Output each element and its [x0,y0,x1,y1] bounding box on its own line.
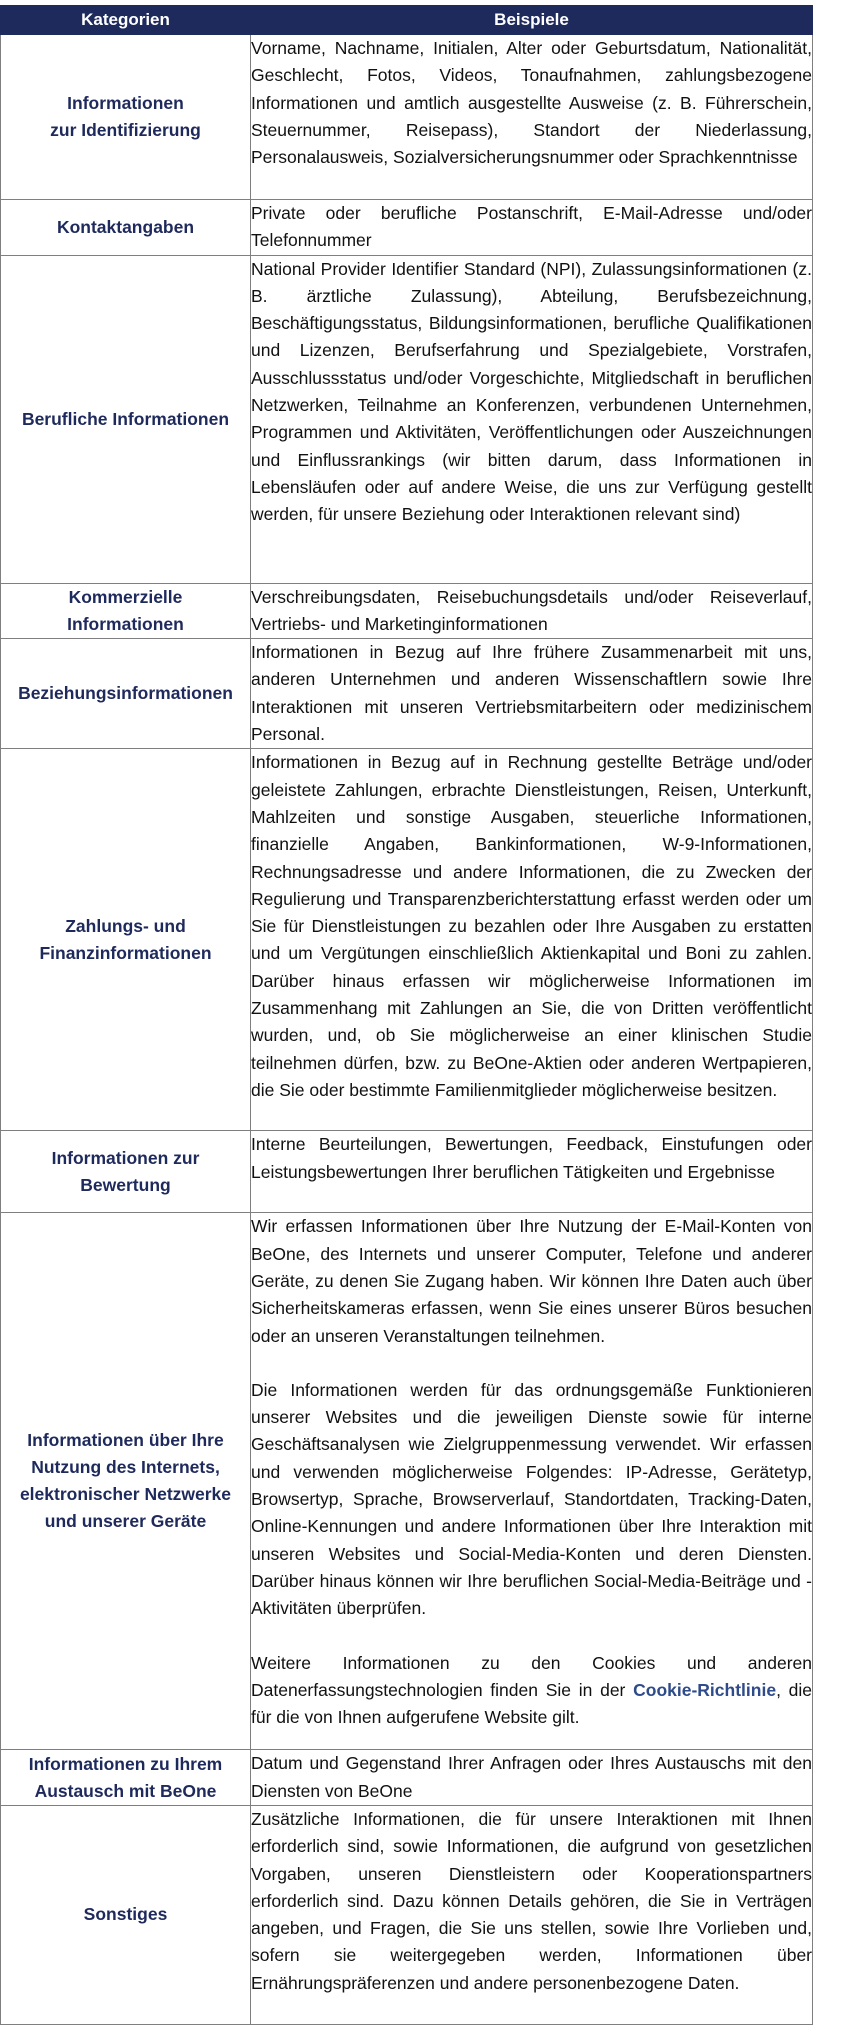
category-cell: Sonstiges [1,1805,251,2024]
table-row [1,749,813,1131]
examples-text-tail: , die für die von Ihnen aufgerufene Website gilt. [251,1679,813,1728]
examples-text: Private oder berufliche Postanschrift, E-Mail-Adresse und/oder Telefonnummer [251,203,812,251]
category-cell: Informationen zur Identifizierung [1,35,251,200]
examples-text: Verschreibungsdaten, Reisebuchungsdetails und/oder Reiseverlauf, Vertriebs- und Marketinginformationen [251,586,812,634]
category-cell: Berufliche Informationen [1,255,251,583]
examples-cell [251,200,813,256]
table-row [1,255,813,583]
examples-text: Informationen in Bezug auf Ihre frühere Zusammenarbeit mit uns, anderen Unternehmen und anderen Wissenschaftlern sowie Ihre Interaktionen mit unseren Vertriebsmitarbeitern oder medizinischem Personal. [251,642,812,745]
examples-cell [251,35,813,200]
examples-text [251,1650,812,1732]
examples-text: Interne Beurteilungen, Bewertungen, Feedback, Einstufungen oder Leistungsbewertungen Ihrer beruflichen Tätigkeiten und Ergebnisse [251,1134,812,1182]
examples-text-lead: Weitere Informationen zu den Cookies und anderen Datenerfassungstechnologien finden Sie in der [251,1652,812,1700]
table-row [1,1750,813,1806]
category-cell: Informationen zur Bewertung [1,1131,251,1213]
examples-cell [251,1750,813,1806]
examples-text: Vorname, Nachname, Initialen, Alter oder Geburtsdatum, Nationalität, Geschlecht, Fotos, Videos, Tonaufnahmen, zahlungsbezogene Informationen und amtlich ausgestellte Ausweise (z. B. Führerschein, Steuernummer, Reisepass), Standort der Niederlassung, Personalausweis, Sozialversicherungsnummer oder Sprachkenntnisse [251,38,812,168]
examples-cell [251,1131,813,1213]
category-cell: Kontaktangaben [1,200,251,256]
examples-cell [251,639,813,749]
table-row [1,1131,813,1213]
header-row [1,6,813,35]
examples-text: Informationen in Bezug auf in Rechnung gestellte Beträge und/oder geleistete Zahlungen, erbrachte Dienstleistungen, Reisen, Unterkunft, Mahlzeiten und sonstige Ausgaben, steuerliche Informationen, finanzielle Angaben, Bankinformationen, W-9-Informationen, Rechnungsadresse und andere Informationen, die zu Zwecken der Regulierung und Transparenzberichterstattung erfasst werden oder um Sie für Dienstleistungen zu bezahlen oder Ihre Ausgaben zu erstatten und um Vergütungen einschließlich Aktienkapital und Boni zu zahlen. Darüber hinaus erfassen wir möglicherweise Informationen im Zusammenhang mit Zahlungen an Sie, die von Dritten veröffentlicht wurden, und, ob Sie möglicherweise an einer klinischen Studie teilnehmen dürfen, bzw. zu BeOne-Aktien oder anderen Wertpapieren, die Sie oder bestimmte Familienmitglieder möglicherweise besitzen. [251,752,812,1100]
examples-cell [251,1213,813,1750]
category-cell: Zahlungs- und Finanzinformationen [1,749,251,1131]
examples-text: Wir erfassen Informationen über Ihre Nutzung der E-Mail-Konten von BeOne, des Internets und unserer Computer, Telefone und anderer Geräte, zu denen Sie Zugang haben. Wir können Ihre Daten auch über Sicherheitskameras erfassen, wenn Sie eines unserer Büros besuchen oder an unseren Veranstaltungen teilnehmen. [251,1216,812,1346]
examples-text: Die Informationen werden für das ordnungsgemäße Funktionieren unserer Websites und die jeweiligen Dienste sowie für interne Geschäftsanalysen wie Zielgruppenmessung verwendet. Wir erfassen und verwenden möglicherweise Folgendes: IP-Adresse, Gerätetyp, Browsertyp, Sprache, Browserverlauf, Standortdaten, Tracking-Daten, Online-Kennungen und andere Informationen über Ihre Interaktion mit unseren Websites und Social-Media-Konten und deren Diensten. Darüber hinaus können wir Ihre beruflichen Social-Media-Beiträge und -Aktivitäten überprüfen. [251,1379,812,1619]
category-cell: Informationen über Ihre Nutzung des Internets, elektronischer Netzwerke und unserer Geräte [1,1213,251,1750]
table-row [1,35,813,200]
examples-cell [251,255,813,583]
table-row [1,583,813,639]
table-row [1,639,813,749]
examples-cell [251,1805,813,2024]
category-cell: Kommerzielle Informationen [1,583,251,639]
examples-text: Datum und Gegenstand Ihrer Anfragen oder Ihres Austauschs mit den Diensten von BeOne [251,1753,812,1801]
examples-text: National Provider Identifier Standard (NPI), Zulassungsinformationen (z. B. ärztliche Zulassung), Abteilung, Berufsbezeichnung, Beschäftigungsstatus, Bildungsinformationen, berufliche Qualifikationen und Lizenzen, Berufserfahrung und Spezialgebiete, Vorstrafen, Ausschlussstatus und/oder Vorgeschichte, Mitgliedschaft in beruflichen Netzwerken, Teilnahme an Konferenzen, verbundenen Unternehmen, Programmen und Aktivitäten, Veröffentlichungen oder Auszeichnungen und Einflussrankings (wir bitten darum, dass Informationen in Lebensläufen oder auf andere Weise, die uns zur Verfügung gestellt werden, für unsere Beziehung oder Interaktionen relevant sind) [251,258,812,525]
table-row [1,1213,813,1750]
table-row [1,1805,813,2024]
header-category: Kategorien [1,6,251,35]
examples-cell [251,583,813,639]
category-cell: Informationen zu Ihrem Austausch mit BeOne [1,1750,251,1806]
category-cell: Beziehungsinformationen [1,639,251,749]
cookie-policy-link[interactable]: Cookie-Richtlinie [633,1679,777,1700]
table-row [1,200,813,256]
examples-cell [251,749,813,1131]
header-examples: Beispiele [251,6,813,35]
data-categories-table [0,5,813,2025]
examples-text: Zusätzliche Informationen, die für unsere Interaktionen mit Ihnen erforderlich sind, sowie Informationen, die aufgrund von gesetzlichen Vorgaben, unseren Dienstleistern oder Kooperationspartners erforderlich sind. Dazu können Details gehören, die Sie in Verträgen angeben, und Fragen, die Sie uns stellen, sowie Ihre Vorlieben und, sofern sie weitergegeben werden, Informationen über Ernährungspräferenzen und andere personenbezogene Daten. [251,1808,812,1993]
